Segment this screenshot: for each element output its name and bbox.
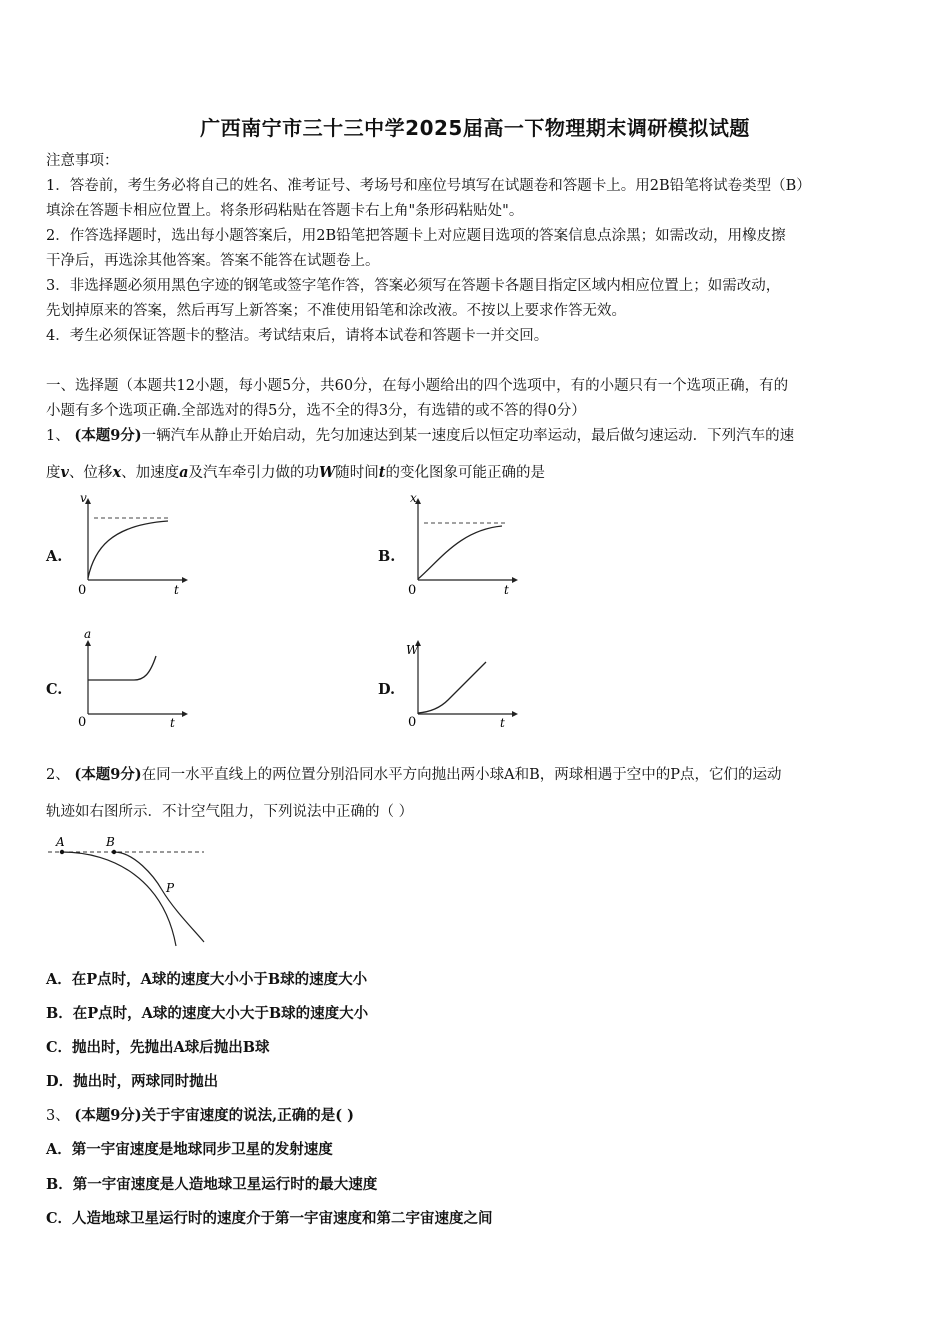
graph-x-t [400, 490, 520, 600]
curve [88, 521, 168, 578]
q3-text: 关于宇宙速度的说法,正确的是( ) [141, 1107, 354, 1124]
page-title: 广西南宁市三十三中学2025届高一下物理期末调研模拟试题 [200, 116, 750, 140]
q1-option-a-label[interactable]: A. [46, 548, 63, 565]
ball-a-point [60, 850, 64, 854]
q2-option-c[interactable]: C．抛出时，先抛出A球后抛出B球 [46, 1039, 270, 1056]
x-label: t [170, 716, 175, 730]
notice-line: 干净后，再选涂其他答案。答案不能答在试题卷上。 [46, 253, 380, 269]
notice-line: 2．作答选择题时，选出每小题答案后，用2B铅笔把答题卡上对应题目选项的答案信息点涂黑；如需改动，用橡皮擦 [46, 228, 786, 244]
q1-text: 度 [46, 465, 61, 481]
y-label: W [406, 643, 419, 657]
x-axis-arrow-icon [512, 711, 518, 717]
notice-line: 3．非选择题必须用黑色字迹的钢笔或签字笔作答，答案必须写在答题卡各题目指定区域内相应位置上；如需改动， [46, 278, 781, 294]
graph-v-t [70, 490, 190, 600]
q1-text: 的变化图象可能正确的是 [385, 465, 545, 481]
curve [418, 662, 486, 713]
q2-option-a[interactable]: A．在P点时，A球的速度大小小于B球的速度大小 [46, 971, 368, 988]
q2-option-b[interactable]: B．在P点时，A球的速度大小大于B球的速度大小 [46, 1005, 369, 1022]
q1-var: x [112, 464, 122, 481]
q3-number: 3、 [46, 1108, 70, 1124]
trajectory-a [62, 852, 176, 946]
x-axis-arrow-icon [182, 577, 188, 583]
curve [88, 656, 156, 680]
q1-var: a [179, 464, 189, 481]
q1-text: 随时间 [335, 465, 379, 481]
notice-line: 1．答卷前，考生务必将自己的姓名、准考证号、考场号和座位号填写在试题卷和答题卡上。用2B铅笔将试卷类型（B） [46, 178, 811, 194]
origin-label: 0 [408, 715, 417, 730]
q2-text: 在同一水平直线上的两位置分别沿同水平方向抛出两小球A和B，两球相遇于空中的P点，它们的运动 [141, 767, 782, 783]
q2-number: 2、 [46, 767, 70, 783]
section-heading: 一、选择题（本题共12小题，每小题5分，共60分，在每小题给出的四个选项中，有的小题只有一个选项正确，有的 [46, 378, 789, 394]
q1-option-b-label[interactable]: B. [378, 548, 396, 565]
q1-text: 及汽车牵引力做的功 [188, 465, 319, 481]
q1-var: v [60, 464, 69, 481]
y-label: a [84, 627, 92, 641]
ball-b-point [112, 850, 116, 854]
q1-number: 1、 [46, 428, 70, 444]
q1-text: 一辆汽车从静止开始启动，先匀加速达到某一速度后以恒定功率运动，最后做匀速运动．下列汽车的速 [141, 428, 795, 444]
x-label: t [504, 583, 509, 597]
q1-var: W [319, 464, 336, 481]
q1-text: 、位移 [68, 465, 113, 481]
graph-w-t [400, 624, 520, 734]
y-label: x [410, 491, 417, 505]
q1-stem-line2 [46, 463, 906, 483]
notice-line: 4．考生必须保证答题卡的整洁。考试结束后，请将本试卷和答题卡一并交回。 [46, 328, 549, 344]
graph-a-t [70, 624, 190, 734]
q1-var: t [378, 464, 386, 481]
q2-stem-line2: 轨迹如右图所示．不计空气阻力，下列说法中正确的（ ） [46, 804, 414, 820]
x-label: t [500, 716, 505, 730]
origin-label: 0 [78, 715, 87, 730]
q2-stem-line1 [46, 765, 906, 785]
origin-label: 0 [78, 583, 87, 598]
label-p: P [166, 881, 175, 895]
q1-option-c-label[interactable]: C. [46, 681, 63, 698]
q2-score: (本题9分) [74, 766, 142, 783]
section-heading-cont: 小题有多个选项正确.全部选对的得5分，选不全的得3分，有选错的或不答的得0分） [46, 403, 586, 419]
curve [418, 526, 502, 579]
label-a: A [56, 835, 65, 849]
q2-trajectory-figure [44, 830, 214, 950]
x-axis-arrow-icon [512, 577, 518, 583]
q2-option-d[interactable]: D．抛出时，两球同时抛出 [46, 1073, 219, 1090]
q1-text: 、加速度 [121, 465, 180, 481]
notice-heading: 注意事项： [46, 153, 119, 169]
origin-label: 0 [408, 583, 417, 598]
q3-option-a[interactable]: A．第一宇宙速度是地球同步卫星的发射速度 [46, 1141, 333, 1158]
label-b: B [106, 835, 115, 849]
notice-line: 先划掉原来的答案，然后再写上新答案；不准使用铅笔和涂改液。不按以上要求作答无效。 [46, 303, 626, 319]
q3-option-c[interactable]: C．人造地球卫星运行时的速度介于第一宇宙速度和第二宇宙速度之间 [46, 1210, 493, 1227]
x-label: t [174, 583, 179, 597]
x-axis-arrow-icon [182, 711, 188, 717]
y-label: v [80, 491, 87, 505]
q1-score: (本题9分) [74, 427, 142, 444]
q3-score: (本题9分) [74, 1107, 142, 1124]
q1-stem-line1 [46, 426, 906, 446]
trajectory-b [114, 852, 204, 942]
q1-option-d-label[interactable]: D. [378, 681, 396, 698]
q3-option-b[interactable]: B．第一宇宙速度是人造地球卫星运行时的最大速度 [46, 1176, 378, 1193]
notice-line: 填涂在答题卡相应位置上。将条形码粘贴在答题卡右上角"条形码粘贴处"。 [46, 203, 524, 219]
q3-stem [46, 1106, 906, 1126]
